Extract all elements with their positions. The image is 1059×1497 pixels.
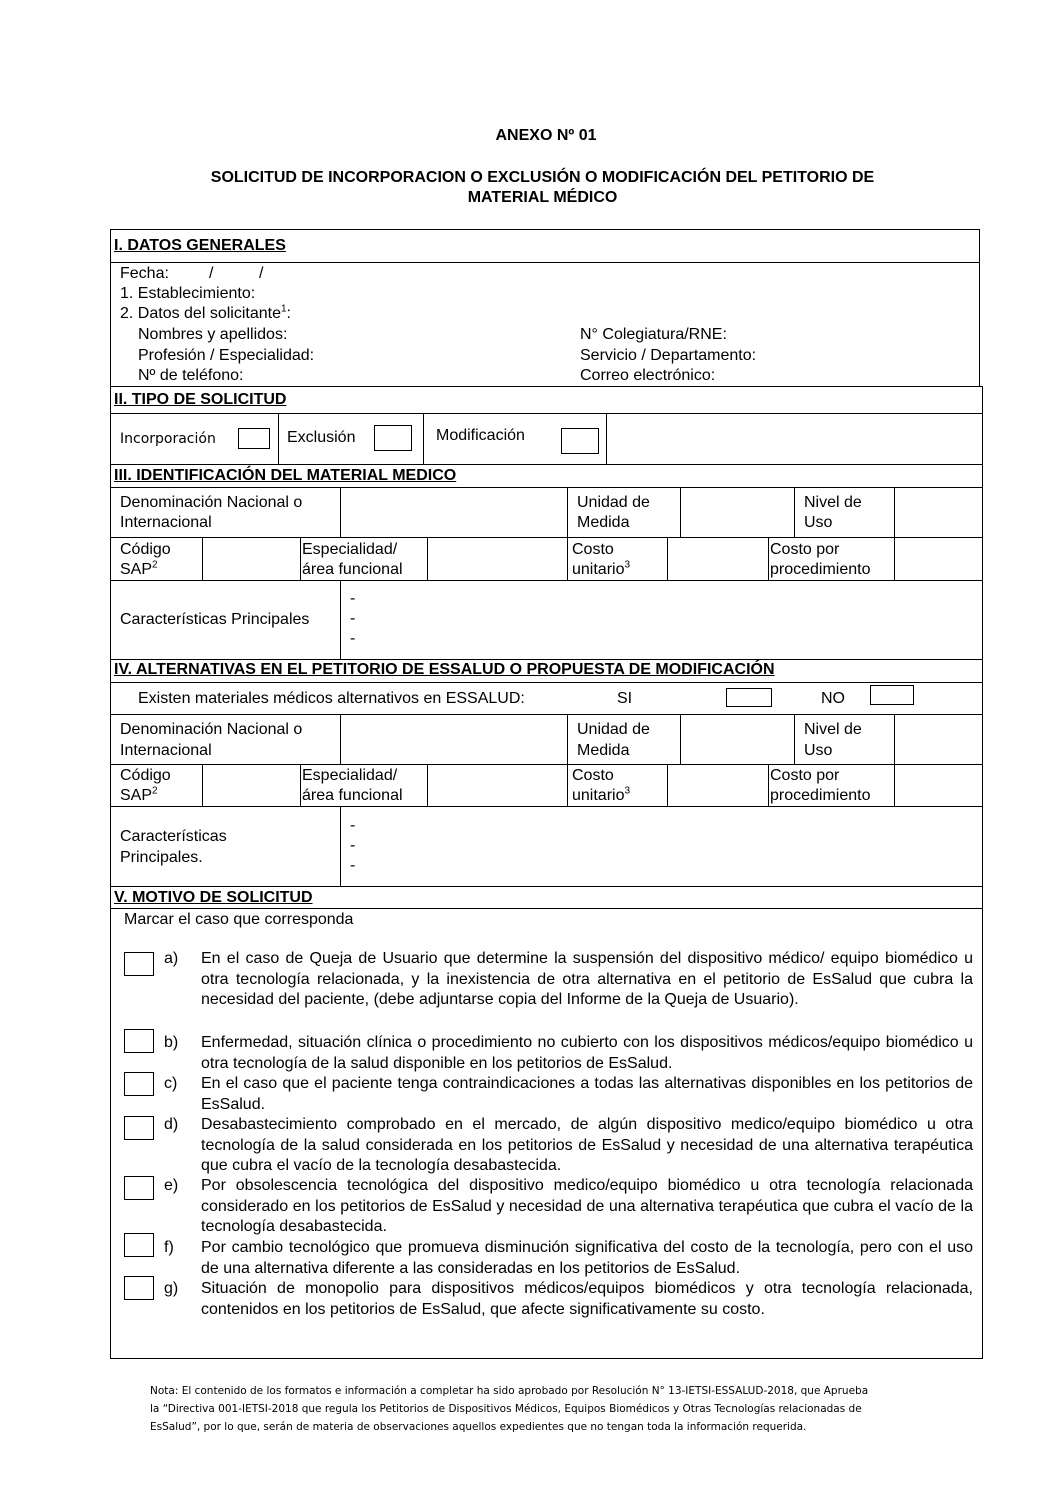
motivo-c-checkbox[interactable] — [124, 1072, 154, 1096]
table-border-top — [110, 229, 980, 230]
table-border-right — [982, 386, 983, 1359]
motivo-e-checkbox[interactable] — [124, 1176, 154, 1200]
section-title: V. MOTIVO DE SOLICITUD — [114, 889, 313, 906]
divider — [202, 537, 203, 580]
motivo-letter: d) — [164, 1116, 179, 1133]
motivo-d-checkbox[interactable] — [124, 1116, 154, 1140]
divider — [423, 413, 424, 464]
costo-procedimiento-label: procedimiento — [770, 561, 871, 578]
no-checkbox[interactable] — [870, 685, 914, 705]
denominacion-label: Internacional — [120, 514, 212, 531]
costo-unitario-text: unitario — [572, 787, 625, 804]
establecimiento-label: 1. Establecimiento: — [120, 285, 256, 302]
correo-label: Correo electrónico: — [580, 367, 716, 384]
divider — [567, 764, 568, 806]
divider — [567, 487, 568, 537]
divider — [340, 487, 341, 537]
unidad-medida-label: Medida — [577, 742, 630, 759]
codigo-sap-text: SAP — [120, 561, 153, 578]
motivo-letter: c) — [164, 1075, 178, 1092]
denominacion-label: Denominación Nacional o — [120, 494, 303, 511]
motivo-a-text: En el caso de Queja de Usuario que determine la suspensión del dispositivo médico/ equipo biomédico u otra tecnología relacionada, y la inexistencia de otra alternativa en el petitorio de EsSalud que cubra la necesidad del paciente, (debe adjuntarse copia del Informe de la Queja de Usuario). — [201, 950, 973, 1008]
footnote-ref: 3 — [624, 785, 631, 797]
motivo-letter: e) — [164, 1177, 179, 1194]
motivo-letter: f) — [164, 1239, 174, 1256]
section-title: III. IDENTIFICACIÓN DEL MATERIAL MEDICO — [114, 467, 457, 484]
footnote-ref: 1 — [280, 303, 287, 315]
divider — [894, 764, 895, 806]
footnote-ref: 2 — [152, 785, 158, 797]
footer-note-line1: Nota: El contenido de los formatos e información a completar ha sido aprobado por Resolución N° 13-IETSI-ESSALUD-2018, que Aprueba — [150, 1385, 869, 1397]
divider — [894, 537, 895, 580]
motivo-letter: g) — [164, 1280, 179, 1297]
divider — [110, 464, 983, 465]
marcar-instruction: Marcar el caso que corresponda — [124, 911, 354, 928]
motivo-f-text: Por cambio tecnológico que promueva disminución significativa del costo de la tecnología, pero con el uso de una alternativa diferente a las consideradas en los petitorios de EsSalud. — [201, 1239, 973, 1277]
existen-alternativas-label: Existen materiales médicos alternativos en ESSALUD: — [138, 690, 525, 707]
motivo-letter: b) — [164, 1034, 179, 1051]
fecha-label: Fecha: — [120, 265, 169, 282]
divider — [300, 764, 301, 806]
divider — [340, 714, 341, 764]
section-title: I. DATOS GENERALES — [114, 237, 286, 254]
servicio-label: Servicio / Departamento: — [580, 347, 757, 364]
incorporacion-checkbox[interactable] — [238, 428, 270, 449]
bullet-dash: - — [350, 837, 356, 854]
divider — [110, 806, 983, 807]
no-label: NO — [821, 690, 845, 707]
motivo-d-text: Desabastecimiento comprobado en el mercado, de algún dispositivo medico/equipo biomédico u otra tecnología de la salud considerada en los petitorios de EsSalud y necesidad de una alternativa terapéutica que cubra el vacío de la tecnología desabastecida. — [201, 1116, 973, 1174]
costo-unitario-label: Costo — [572, 541, 614, 558]
divider — [110, 580, 983, 581]
unidad-medida-label: Unidad de — [577, 494, 650, 511]
incorporacion-label: Incorporación — [120, 431, 216, 447]
divider — [340, 806, 341, 886]
divider — [110, 764, 983, 765]
bullet-dash: - — [350, 610, 356, 627]
divider — [340, 580, 341, 659]
si-checkbox[interactable] — [726, 688, 772, 707]
motivo-letter: a) — [164, 950, 179, 967]
divider — [667, 764, 668, 806]
colon: : — [286, 305, 291, 322]
costo-unitario-label: Costo — [572, 767, 614, 784]
divider — [567, 537, 568, 580]
divider — [894, 714, 895, 764]
denominacion-label: Denominación Nacional o — [120, 721, 303, 738]
motivo-f-checkbox[interactable] — [124, 1233, 154, 1257]
exclusion-label: Exclusión — [287, 429, 356, 446]
motivo-c-text: En el caso que el paciente tenga contraindicaciones a todas las alternativas disponibles en los petitorios de EsSalud. — [201, 1075, 973, 1113]
especialidad-label: área funcional — [302, 787, 403, 804]
costo-procedimiento-label: procedimiento — [770, 787, 871, 804]
divider — [110, 886, 983, 887]
motivo-b-checkbox[interactable] — [124, 1029, 154, 1053]
divider — [110, 537, 983, 538]
bullet-dash: - — [350, 857, 356, 874]
si-label: SI — [617, 690, 633, 707]
modificacion-label: Modificación — [436, 427, 525, 444]
divider — [794, 487, 795, 537]
divider — [110, 682, 983, 683]
document-title-line2: MATERIAL MÉDICO — [467, 189, 618, 206]
unidad-medida-label: Medida — [577, 514, 630, 531]
footer-note-line3: EsSalud”, por lo que, serán de materia de observaciones aquellos expedientes que no tengan toda la información requerida. — [150, 1421, 807, 1433]
nivel-uso-label: Nivel de — [804, 494, 862, 511]
codigo-sap-label: Código — [120, 541, 171, 558]
footer-note-line2: la “Directiva 001-IETSI-2018 que regula los Petitorios de Dispositivos Médicos, Equipos Biomédicos y Otras Tecnologías relacionadas de — [150, 1403, 862, 1415]
section-title: IV. ALTERNATIVAS EN EL PETITORIO DE ESSALUD O PROPUESTA DE MODIFICACIÓN — [114, 661, 775, 678]
costo-procedimiento-label: Costo por — [770, 541, 840, 558]
datos-solicitante-label — [120, 304, 291, 324]
caracteristicas-label: Principales. — [120, 849, 203, 866]
nivel-uso-label: Uso — [804, 742, 833, 759]
divider — [110, 386, 983, 387]
especialidad-label: Especialidad/ — [302, 767, 398, 784]
exclusion-checkbox[interactable] — [374, 425, 412, 451]
divider — [278, 413, 279, 464]
section-title: II. TIPO DE SOLICITUD — [114, 391, 287, 408]
table-border-left — [110, 229, 111, 1359]
footnote-ref: 2 — [152, 559, 158, 571]
especialidad-label: área funcional — [302, 561, 403, 578]
divider — [894, 487, 895, 537]
modificacion-checkbox[interactable] — [561, 428, 599, 454]
divider — [768, 764, 769, 806]
document-title-line1: SOLICITUD DE INCORPORACION O EXCLUSIÓN O MODIFICACIÓN DEL PETITORIO DE — [210, 169, 875, 186]
divider — [606, 413, 607, 464]
annex-number: ANEXO Nº 01 — [495, 127, 597, 144]
motivo-g-text: Situación de monopolio para dispositivos médicos/equipos biomédicos y otra tecnología relacionada, contenidos en los petitorios de EsSalud, que afecte significativamente su costo. — [201, 1280, 973, 1318]
divider — [110, 714, 983, 715]
table-border-bottom — [110, 1358, 983, 1359]
colegiatura-label: N° Colegiatura/RNE: — [580, 326, 727, 343]
codigo-sap-label: Código — [120, 767, 171, 784]
nivel-uso-label: Nivel de — [804, 721, 862, 738]
date-separator: / — [259, 265, 264, 282]
costo-unitario-text: unitario — [572, 561, 625, 578]
divider — [680, 487, 681, 537]
date-separator: / — [209, 265, 214, 282]
costo-unitario-label — [572, 786, 630, 806]
divider — [300, 537, 301, 580]
caracteristicas-label: Características — [120, 828, 227, 845]
codigo-sap-label — [120, 560, 158, 580]
motivo-b-text: Enfermedad, situación clínica o procedimiento no cubierto con los dispositivos médicos/equipo biomédico u otra tecnología de la salud disponible en los petitorios de EsSalud. — [201, 1034, 973, 1072]
bullet-dash: - — [350, 590, 356, 607]
bullet-dash: - — [350, 817, 356, 834]
codigo-sap-text: SAP — [120, 787, 153, 804]
denominacion-label: Internacional — [120, 742, 212, 759]
costo-procedimiento-label: Costo por — [770, 767, 840, 784]
motivo-a-checkbox[interactable] — [124, 952, 154, 976]
profesion-label: Profesión / Especialidad: — [138, 347, 315, 364]
bullet-dash: - — [350, 630, 356, 647]
divider — [680, 714, 681, 764]
divider — [202, 764, 203, 806]
divider — [427, 537, 428, 580]
motivo-g-checkbox[interactable] — [124, 1276, 154, 1300]
costo-unitario-label — [572, 560, 630, 580]
especialidad-label: Especialidad/ — [302, 541, 398, 558]
telefono-label: Nº de teléfono: — [138, 367, 244, 384]
codigo-sap-label — [120, 786, 158, 806]
nivel-uso-label: Uso — [804, 514, 833, 531]
divider — [567, 714, 568, 764]
datos-solicitante-text: 2. Datos del solicitante — [120, 305, 281, 322]
divider — [110, 908, 983, 909]
divider — [427, 764, 428, 806]
divider — [110, 262, 980, 263]
divider — [768, 537, 769, 580]
footnote-ref: 3 — [624, 559, 631, 571]
divider — [110, 487, 983, 488]
divider — [667, 537, 668, 580]
caracteristicas-label: Características Principales — [120, 611, 310, 628]
divider — [110, 413, 983, 414]
unidad-medida-label: Unidad de — [577, 721, 650, 738]
divider — [794, 714, 795, 764]
nombres-label: Nombres y apellidos: — [138, 326, 288, 343]
motivo-e-text: Por obsolescencia tecnológica del dispositivo medico/equipo biomédico u otra tecnología relacionada considerado en los petitorios de EsSalud y necesidad de una alternativa terapéutica que cubra el vacío de la tecnología desabastecida. — [201, 1177, 973, 1235]
table-border-right — [979, 229, 980, 387]
